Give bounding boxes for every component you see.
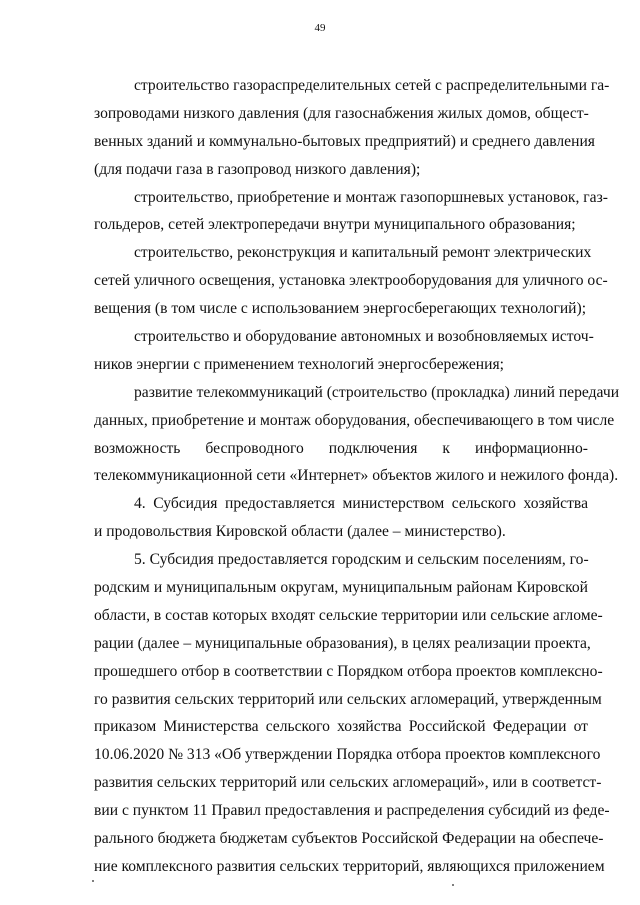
text-line: строительство, приобретение и монтаж газопоршневых установок, газ- <box>134 188 608 206</box>
text-line: строительство, реконструкция и капитальный ремонт электрических <box>134 244 592 262</box>
text-line: 5. Субсидия предоставляется городским и сельским поселениям, го- <box>134 551 589 569</box>
text-line: родским и муниципальным округам, муниципальным районам Кировской <box>94 579 588 597</box>
text-line: прошедшего отбор в соответствии с Порядком отбора проектов комплексно- <box>94 662 603 680</box>
text-line: телекоммуникационной сети «Интернет» объектов жилого и нежилого фонда). <box>94 467 619 485</box>
text-line: данных, приобретение и монтаж оборудования, обеспечивающего в том числе <box>94 411 615 429</box>
text-line: приказом Министерства сельского хозяйства Российской Федерации от <box>94 718 588 736</box>
text-line: 10.06.2020 № 313 «Об утверждении Порядка отбора проектов комплексного <box>94 746 601 764</box>
page-number: 49 <box>314 22 326 34</box>
text-line: вии с пунктом 11 Правил предоставления и распределения субсидий из феде- <box>94 802 610 820</box>
text-line: сетей уличного освещения, установка электрооборудования для уличного ос- <box>94 272 608 290</box>
text-line: возможность беспроводного подключения к информационно- <box>94 439 588 457</box>
text-line: (для подачи газа в газопровод низкого давления); <box>94 160 421 178</box>
text-line: зопроводами низкого давления (для газоснабжения жилых домов, общест- <box>94 104 589 122</box>
scan-artifact <box>452 884 454 886</box>
text-line: строительство газораспределительных сетей с распределительными га- <box>134 77 610 94</box>
text-line: рации (далее – муниципальные образования), в целях реализации проекта, <box>94 634 591 652</box>
text-line: вещения (в том числе с использованием энергосберегающих технологий); <box>94 300 587 318</box>
text-line: развитие телекоммуникаций (строительство (прокладка) линий передачи <box>134 383 620 401</box>
text-line: и продовольствия Кировской области (далее – министерство). <box>94 523 506 541</box>
text-line: области, в состав которых входят сельские территории или сельские агломе- <box>94 606 603 624</box>
text-line: гольдеров, сетей электропередачи внутри муниципального образования; <box>94 216 576 234</box>
text-line: ние комплексного развития сельских территорий, являющихся приложением <box>94 857 605 875</box>
text-line: строительство и оборудование автономных и возобновляемых источ- <box>134 328 594 346</box>
text-line: го развития сельских территорий или сельских агломераций, утвержденным <box>94 690 602 708</box>
text-line: ников энергии с применением технологий энергосбережения; <box>94 355 504 373</box>
scan-artifact <box>92 880 94 882</box>
text-line: 4. Субсидия предоставляется министерством сельского хозяйства <box>134 495 588 513</box>
text-line: рального бюджета бюджетам субъектов Российской Федерации на обеспече- <box>94 830 604 848</box>
document-body <box>94 72 620 881</box>
text-line: развития сельских территорий или сельских агломераций», или в соответст- <box>94 774 602 792</box>
text-line: венных зданий и коммунально-бытовых предприятий) и среднего давления <box>94 132 595 150</box>
